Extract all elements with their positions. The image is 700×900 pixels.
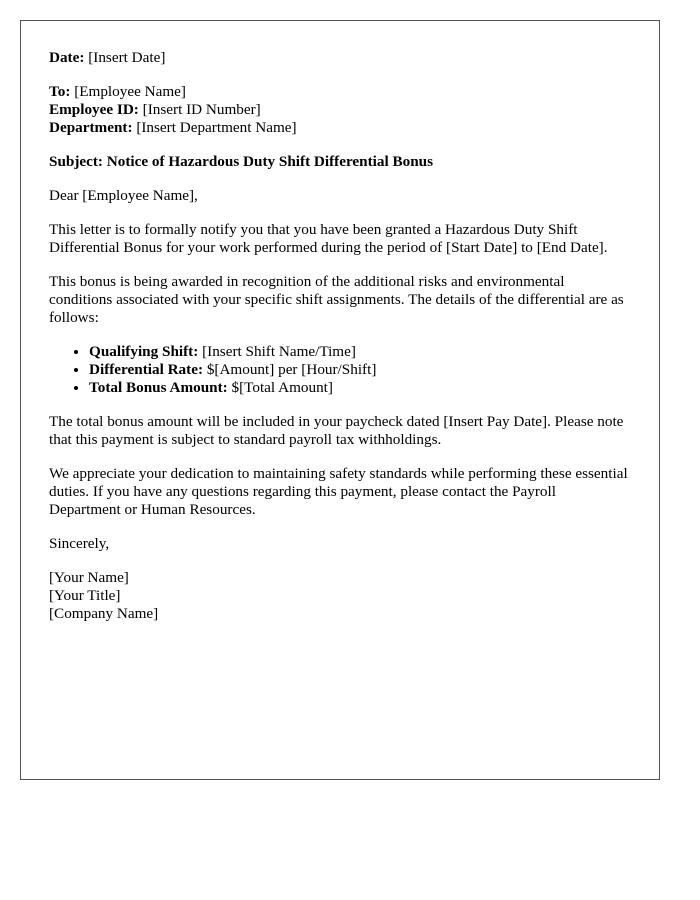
employee-id-label: Employee ID: (49, 101, 139, 118)
department-value: [Insert Department Name] (136, 119, 297, 136)
to-value: [Employee Name] (74, 83, 186, 100)
paragraph-payment: The total bonus amount will be included in your paycheck dated [Insert Pay Date]. Please note that this payment is subject to standard payroll tax withholdings. (49, 413, 624, 448)
paragraph-notification: This letter is to formally notify you that you have been granted a Hazardous Duty Shift Differential Bonus for your work performed during the period of [Start Date] to [End Date]. (49, 221, 608, 256)
date-label: Date: (49, 49, 85, 66)
list-item (89, 379, 631, 397)
total-bonus-value: $[Total Amount] (231, 379, 333, 396)
signature-company: [Company Name] (49, 605, 159, 622)
to-line (49, 83, 631, 101)
paragraph-appreciation: We appreciate your dedication to maintaining safety standards while performing these essential duties. If you have any questions regarding this payment, please contact the Payroll Department or Human Resources. (49, 465, 628, 518)
employee-id-value: [Insert ID Number] (142, 101, 261, 118)
letter-page (20, 20, 660, 780)
department-line (49, 119, 631, 137)
employee-id-line (49, 101, 631, 119)
date-value: [Insert Date] (88, 49, 166, 66)
details-list (49, 343, 631, 397)
differential-rate-label: Differential Rate: (89, 361, 204, 378)
closing: Sincerely, (49, 535, 110, 552)
total-bonus-label: Total Bonus Amount: (89, 379, 228, 396)
list-item (89, 343, 631, 361)
signature-block (49, 569, 631, 623)
signature-title: [Your Title] (49, 587, 121, 604)
differential-rate-value: $[Amount] per [Hour/Shift] (206, 361, 377, 378)
recipient-block (49, 83, 631, 137)
paragraph-recognition: This bonus is being awarded in recognition of the additional risks and environmental conditions associated with your specific shift assignments. The details of the differential are as follows: (49, 273, 624, 326)
qualifying-shift-label: Qualifying Shift: (89, 343, 199, 360)
list-item (89, 361, 631, 379)
subject-line: Subject: Notice of Hazardous Duty Shift Differential Bonus (49, 153, 434, 170)
date-line (49, 49, 631, 67)
department-label: Department: (49, 119, 133, 136)
to-label: To: (49, 83, 71, 100)
qualifying-shift-value: [Insert Shift Name/Time] (202, 343, 356, 360)
salutation: Dear [Employee Name], (49, 187, 198, 204)
signature-name: [Your Name] (49, 569, 129, 586)
